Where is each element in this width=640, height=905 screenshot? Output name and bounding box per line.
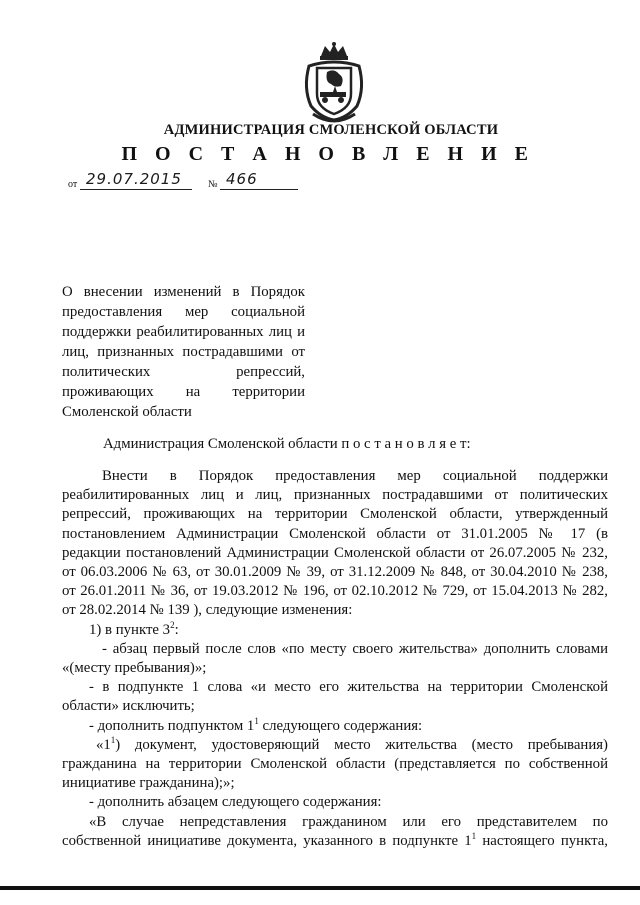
document-body — [62, 467, 608, 851]
number-underline — [220, 189, 298, 190]
document-type-title: П О С Т А Н О В Л Е Н И Е — [121, 143, 535, 165]
body-line: репрессий, проживающих на территории Смоленской области, утвержденный — [62, 506, 608, 523]
body-line: редакции постановлений Администрации Смоленской области от 26.07.2005 № 232, — [62, 544, 608, 561]
page-bottom-edge — [0, 886, 640, 890]
quote-line: гражданина на территории Смоленской области (представляется по собственной — [62, 756, 608, 773]
item-1: 1) в пункте $3^2$: — [89, 619, 179, 638]
number-prefix: № — [208, 179, 218, 190]
body-line: реабилитированных лиц и лиц, признанных пострадавшими от политических — [62, 487, 608, 504]
subject-line: предоставления мер социальной — [62, 304, 305, 320]
body-line: «(месту пребывания)»; — [62, 660, 207, 677]
body-line: - в подпункте 1 слова «и место его жительства на территории Смоленской — [89, 679, 608, 696]
date-prefix: от — [68, 179, 78, 190]
body-line: постановлением Администрации Смоленской области от 31.01.2005 № 17 (в — [62, 525, 608, 542]
preamble: Администрация Смоленской области п о с т а н о в л я е т: — [103, 436, 471, 452]
body-line: Внести в Порядок предоставления мер социальной поддержки — [102, 468, 608, 484]
body-line: - дополнить подпунктом $1^1$ следующего содержания: — [89, 715, 423, 734]
subject-line: Смоленской области — [62, 404, 192, 420]
quote-line: собственной инициативе документа, указанного в подпункте $1^1$ настоящего пункта, — [62, 830, 608, 849]
body-line: области» исключить; — [62, 698, 195, 715]
subject-line: проживающих на территории — [62, 384, 305, 400]
subject-line: поддержки реабилитированных лиц и — [62, 324, 305, 340]
body-line: от 26.01.2011 № 36, от 19.03.2012 № 196, от 02.10.2012 № 729, от 15.04.2013 № 282, — [62, 583, 608, 600]
body-line: - дополнить абзацем следующего содержания: — [89, 794, 382, 811]
body-line: от 06.03.2006 № 63, от 30.01.2009 № 39, от 31.12.2009 № 848, от 30.04.2010 № 238, — [62, 564, 608, 581]
handwritten-date: 29.07.2015 — [86, 170, 182, 188]
date-number-line — [68, 171, 308, 191]
subject-line: О внесении изменений в Порядок — [62, 284, 305, 300]
quote-line: инициативе гражданина);»; — [62, 775, 235, 792]
handwritten-number: 466 — [226, 170, 258, 188]
subject-line: политических репрессий, — [62, 364, 305, 380]
organization-name: АДМИНИСТРАЦИЯ СМОЛЕНСКОЙ ОБЛАСТИ — [163, 122, 499, 138]
quote-line: «$1^1$) документ, удостоверяющий место жительства (место пребывания) — [96, 734, 608, 753]
date-underline — [80, 189, 192, 190]
subject-line: лиц, признанных пострадавшими от — [62, 344, 305, 360]
subject-block — [62, 282, 305, 422]
smolensk-coat-of-arms-icon — [299, 42, 369, 126]
body-line: от 28.02.2014 № 139 ), следующие изменения: — [62, 602, 353, 619]
body-line: - абзац первый после слов «по месту своего жительства» дополнить словами — [102, 640, 608, 657]
quote-line: «В случае непредставления гражданином или его представителем по — [89, 813, 608, 830]
